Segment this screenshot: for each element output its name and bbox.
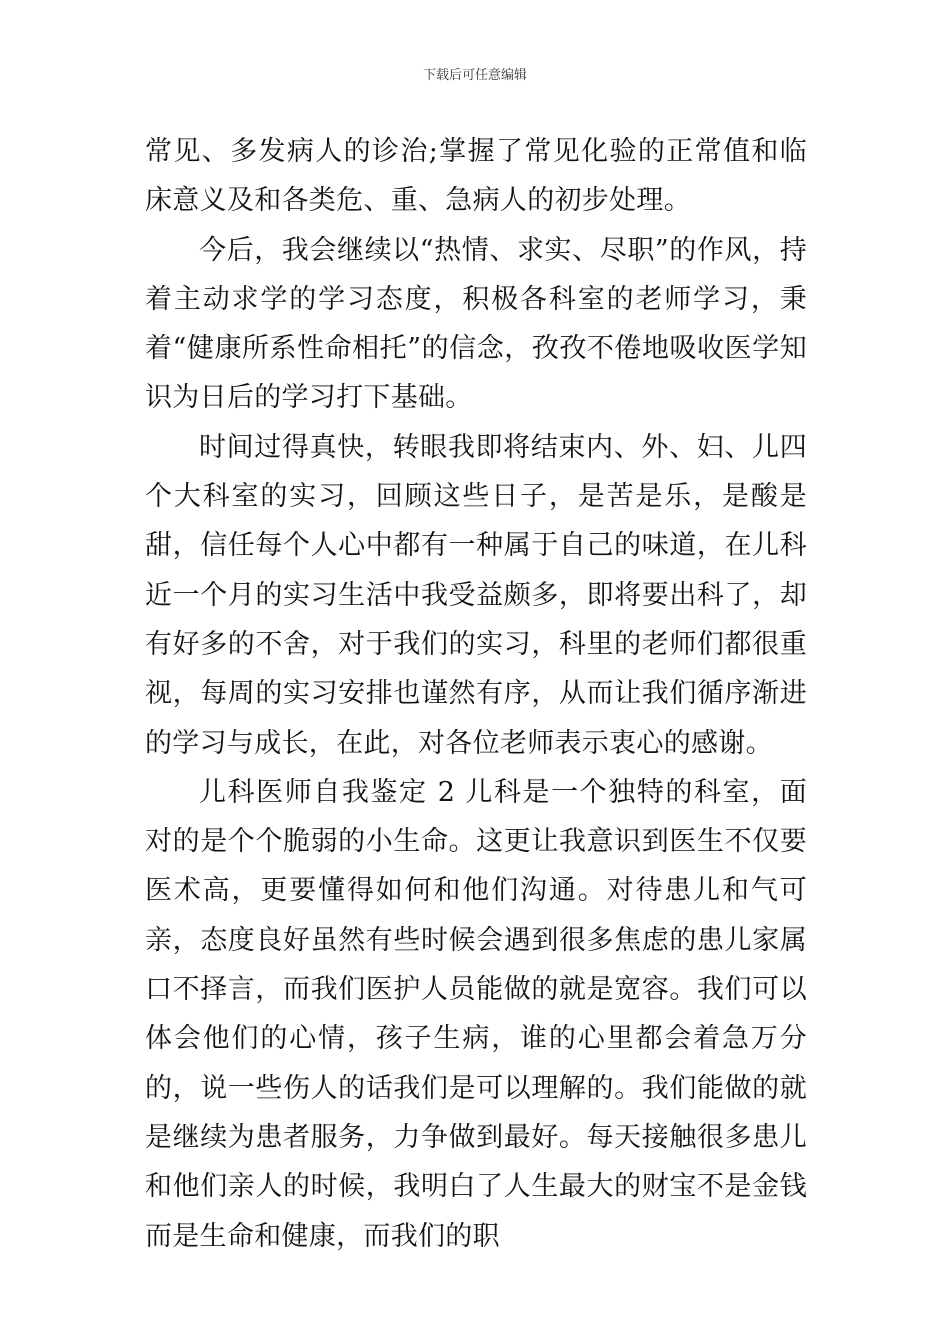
paragraph-3: 时间过得真快，转眼我即将结束内、外、妇、儿四个大科室的实习，回顾这些日子，是苦是乐，是酸是甜，信任每个人心中都有一种属于自己的味道，在儿科近一个月的实习生活中我受益颇多，即将要出科了，却有好多的不舍，对于我们的实习，科里的老师们都很重视，每周的实习安排也谨然有序，从而让我们循序渐进的学习与成长，在此，对各位老师表示衷心的感谢。 xyxy=(145,431,807,759)
paragraph-2: 今后，我会继续以“热情、求实、尽职”的作风，持着主动求学的学习态度，积极各科室的老师学习，秉着“健康所系性命相托”的信念，孜孜不倦地吸收医学知识为日后的学习打下基础。 xyxy=(145,234,807,414)
header-note: 下载后可任意编辑 xyxy=(422,68,527,83)
paragraph-4: 儿科医师自我鉴定 2 儿科是一个独特的科室，面对的是个个脆弱的小生命。这更让我意识到医生不仅要医术高，更要懂得如何和他们沟通。对待患儿和气可亲，态度良好虽然有些时候会遇到很多焦虑的患儿家属口不择言，而我们医护人员能做的就是宽容。我们可以体会他们的心情，孩子生病，谁的心里都会着急万分的，说一些伤人的话我们是可以理解的。我们能做的就是继续为患者服务，力争做到最好。每天接触很多患儿和他们亲人的时候，我明白了人生最大的财宝不是金钱而是生命和健康，而我们的职 xyxy=(145,776,807,1252)
paragraph-1: 常见、多发病人的诊治;掌握了常见化验的正常值和临床意义及和各类危、重、急病人的初步处理。 xyxy=(145,136,807,217)
document-body xyxy=(145,127,807,1261)
